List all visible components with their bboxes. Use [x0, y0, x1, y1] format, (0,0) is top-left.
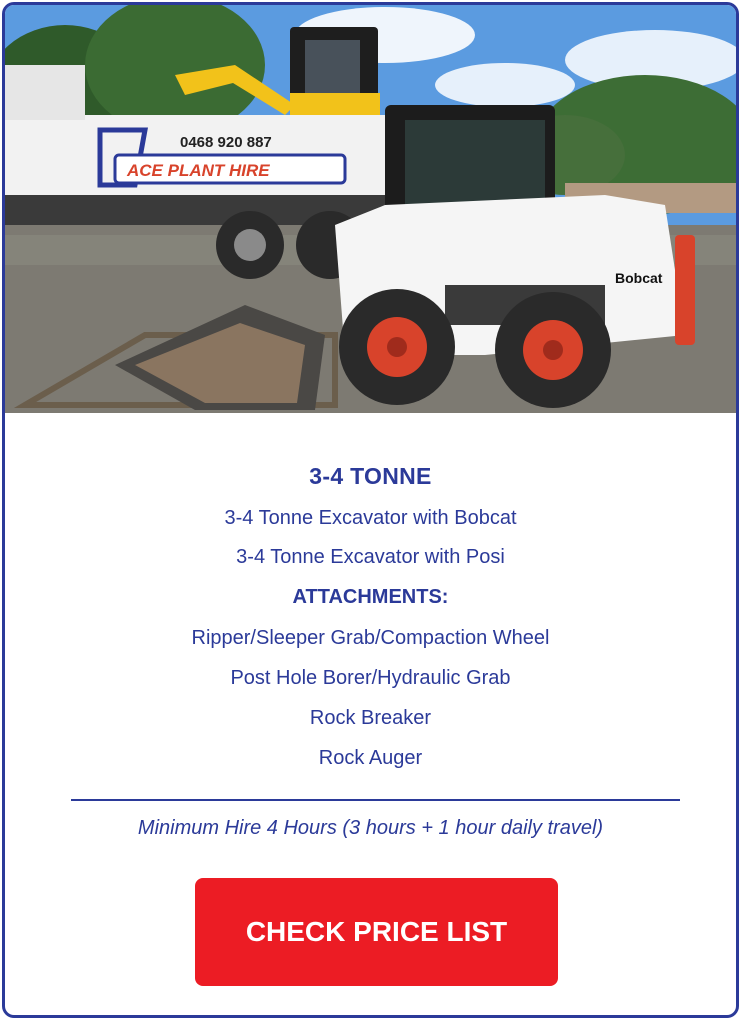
product-line-bobcat: 3-4 Tonne Excavator with Bobcat — [224, 507, 517, 529]
attachment-item: Rock Breaker — [309, 707, 432, 729]
check-price-list-button[interactable]: CHECK PRICE LIST — [195, 878, 558, 986]
product-photo — [5, 5, 736, 413]
product-line-posi: 3-4 Tonne Excavator with Posi — [236, 546, 505, 568]
divider — [71, 799, 680, 801]
product-title: 3-4 TONNE — [309, 463, 432, 489]
attachment-item: Post Hole Borer/Hydraulic Grab — [230, 667, 511, 689]
attachment-item: Ripper/Sleeper Grab/Compaction Wheel — [191, 627, 550, 649]
machine-brand: Bobcat — [615, 270, 663, 286]
product-card — [2, 2, 739, 1018]
truck-brand: ACE PLANT HIRE — [127, 161, 270, 180]
attachments-heading: ATTACHMENTS: — [292, 586, 449, 608]
minimum-hire-note: Minimum Hire 4 Hours (3 hours + 1 hour daily travel) — [137, 817, 604, 839]
attachment-item: Rock Auger — [318, 747, 423, 769]
truck-phone: 0468 920 887 — [180, 134, 272, 151]
